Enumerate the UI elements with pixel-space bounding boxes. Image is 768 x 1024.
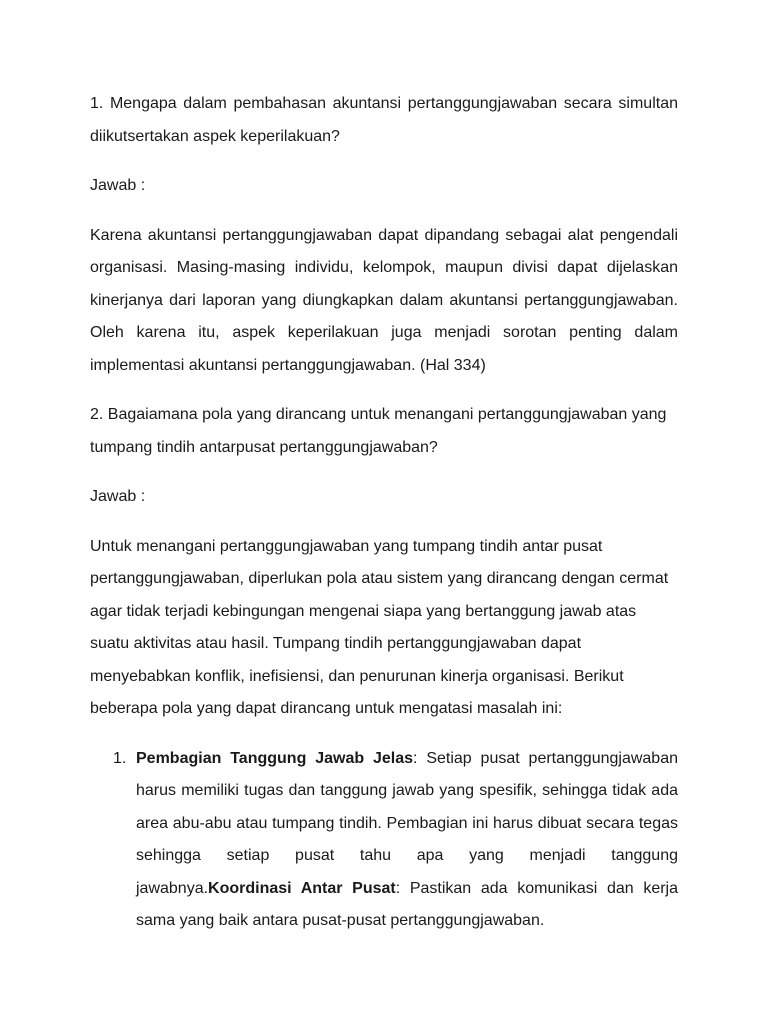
list-item-text-1: : Setiap pusat pertanggungjawaban harus memiliki tugas dan tanggung jawab yang spesifik, sehingga tidak ada area abu-abu atau tumpang tindih. Pembagian ini harus dibuat secara tegas sehingga setiap pusat tahu apa yang menjadi tanggung jawabnya. <box>136 749 678 897</box>
question-2: 2. Bagaiamana pola yang dirancang untuk menangani pertanggungjawaban yang tumpang tindih antarpusat pertanggungjawaban? <box>90 406 667 456</box>
document-body <box>90 88 678 938</box>
list-item-number: 1. <box>113 749 127 767</box>
question-1: 1. Mengapa dalam pembahasan akuntansi pertanggungjawaban secara simultan diikutsertakan aspek keperilakuan? <box>90 95 678 145</box>
list-item-text-2: : Pastikan ada komunikasi dan kerja sama yang baik antara pusat-pusat pertanggungjawaban. <box>136 879 678 929</box>
list-item-title-1: Pembagian Tanggung Jawab Jelas <box>136 749 414 767</box>
answer-2-text: Untuk menangani pertanggungjawaban yang tumpang tindih antar pusat pertanggungjawaban, diperlukan pola atau sistem yang dirancang dengan cermat agar tidak terjadi kebingungan mengenai siapa yang bertanggung jawab atas suatu aktivitas atau hasil. Tumpang tindih pertanggungjawaban dapat menyebabkan konflik, inefisiensi, dan penurunan kinerja organisasi. Berikut beberapa pola yang dapat dirancang untuk mengatasi masalah ini: <box>90 537 669 717</box>
list-item-title-2: Koordinasi Antar Pusat <box>208 879 396 897</box>
answer-1-text: Karena akuntansi pertanggungjawaban dapat dipandang sebagai alat pengendali organisasi. Masing-masing individu, kelompok, maupun divisi dapat dijelaskan kinerjanya dari laporan yang diungkapkan dalam akuntansi pertanggungjawaban. Oleh karena itu, aspek keperilakuan juga menjadi sorotan penting dalam implementasi akuntansi pertanggungjawaban. (Hal 334) <box>90 226 678 374</box>
numbered-list <box>90 743 678 938</box>
answer-2-label: Jawab : <box>90 488 146 505</box>
list-item <box>90 743 678 938</box>
answer-1-label: Jawab : <box>90 177 146 194</box>
